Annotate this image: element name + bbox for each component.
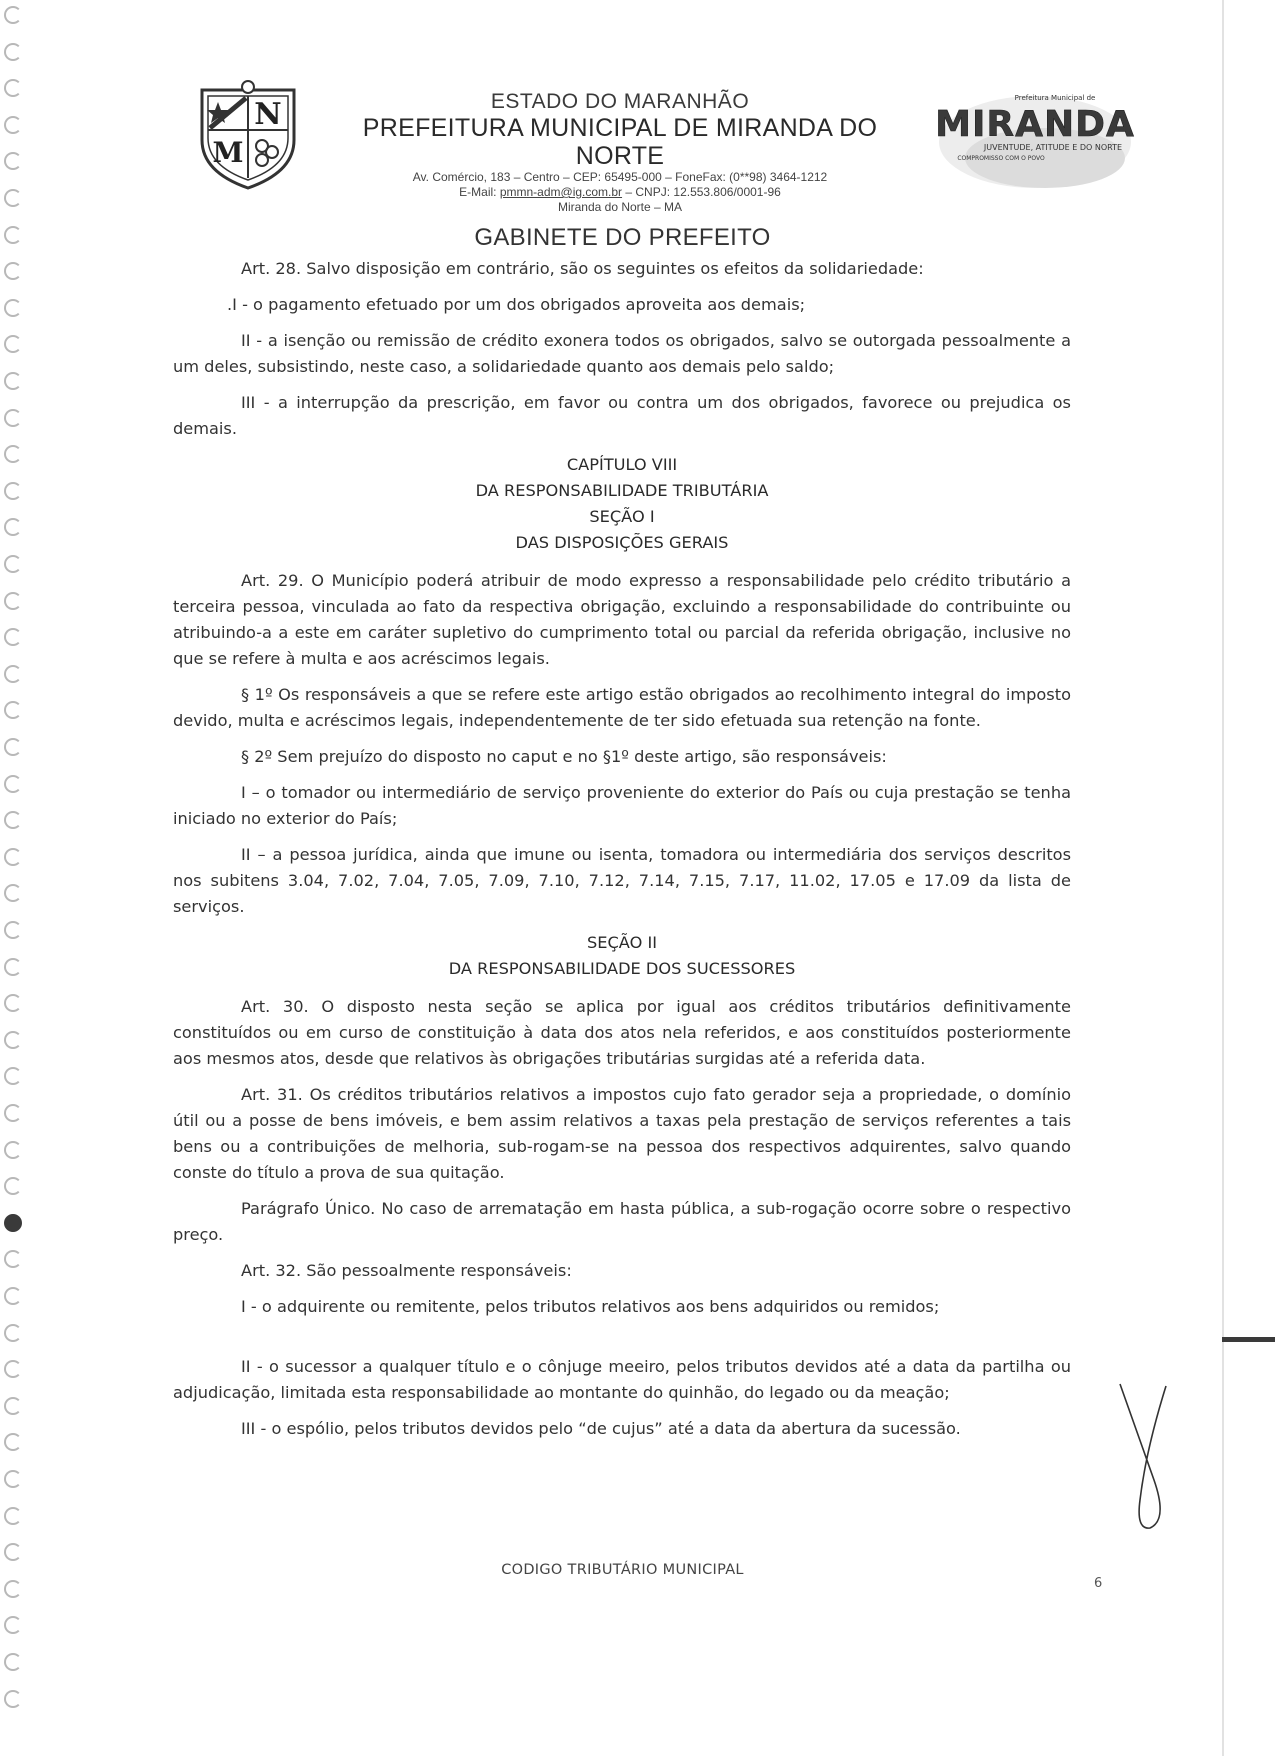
spiral-ring	[4, 884, 22, 902]
spiral-ring	[4, 1177, 22, 1195]
spiral-ring	[4, 994, 22, 1012]
spiral-ring	[4, 1067, 22, 1085]
svg-text:N: N	[254, 97, 282, 132]
municipal-crest-icon	[196, 80, 300, 192]
spiral-ring	[4, 262, 22, 280]
spiral-ring	[4, 921, 22, 939]
contact-line	[320, 185, 920, 200]
letterhead	[320, 90, 920, 215]
spiral-ring	[4, 848, 22, 866]
spiral-binding	[0, 0, 28, 1756]
city-line: Miranda do Norte – MA	[557, 200, 683, 214]
art28: Art. 28. Salvo disposição em contrário, são os seguintes os efeitos da solidariedade:	[241, 259, 924, 278]
spiral-ring	[4, 1507, 22, 1525]
spiral-ring	[4, 775, 22, 793]
art28-item-i: .I - o pagamento efetuado por um dos obrigados aproveita aos demais;	[227, 295, 806, 314]
art32-item-i: I - o adquirente ou remitente, pelos tributos relativos aos bens adquiridos ou remidos;	[241, 1297, 940, 1316]
spiral-ring	[4, 1360, 22, 1378]
spiral-ring	[4, 665, 22, 683]
spiral-ring	[4, 409, 22, 427]
art29-paragraph-1: § 1º Os responsáveis a que se refere este artigo estão obrigados ao recolhimento integral do imposto devido, multa e acréscimos legais, independentemente de ter sido efetuada sua retenção na fonte.	[173, 685, 1071, 730]
spiral-ring	[4, 1580, 22, 1598]
art31-sole-paragraph: Parágrafo Único. No caso de arrematação em hasta pública, a sub-rogação ocorre sobre o respectivo preço.	[173, 1199, 1071, 1244]
art29-p2-item-i: I – o tomador ou intermediário de serviço proveniente do exterior do País ou cuja prestação se tenha iniciado no exterior do País;	[173, 783, 1071, 828]
spiral-ring	[4, 6, 22, 24]
office-title: GABINETE DO PREFEITO	[474, 224, 771, 251]
spiral-ring	[4, 738, 22, 756]
section-2-number: SEÇÃO II	[586, 933, 658, 952]
art30: Art. 30. O disposto nesta seção se aplica por igual aos créditos tributários definitivamente constituídos ou em curso de constituição à data dos atos nela referidos, e aos constituídos posteriormente aos mesmos atos, desde que relativos às obrigações tributárias surgidas até a referida data.	[173, 997, 1071, 1068]
svg-text:Prefeitura Municipal de: Prefeitura Municipal de	[1014, 94, 1096, 102]
cnpj-text: – CNPJ: 12.553.806/0001-96	[622, 185, 781, 199]
spiral-ring	[4, 1653, 22, 1671]
spiral-ring	[4, 1031, 22, 1049]
spiral-ring	[4, 701, 22, 719]
art32: Art. 32. São pessoalmente responsáveis:	[241, 1261, 572, 1280]
spiral-ring	[4, 1287, 22, 1305]
art32-item-ii: II - o sucessor a qualquer título e o cônjuge meeiro, pelos tributos devidos até a data da partilha ou adjudicação, limitada esta responsabilidade ao montante do quinhão, do legado ou da meação;	[173, 1357, 1071, 1402]
spiral-ring	[4, 152, 22, 170]
spiral-ring	[4, 1397, 22, 1415]
art32-item-iii: III - o espólio, pelos tributos devidos pelo “de cujus” até a data da abertura da sucessão.	[241, 1419, 961, 1438]
spiral-ring	[4, 1141, 22, 1159]
spiral-ring	[4, 1543, 22, 1561]
spiral-ring	[4, 79, 22, 97]
art29-p2-item-ii: II – a pessoa jurídica, ainda que imune ou isenta, tomadora ou intermediária dos serviços descritos nos subitens 3.04, 7.02, 7.04, 7.05, 7.09, 7.10, 7.12, 7.14, 7.15, 7.17, 11.02, 17.05 e 17.09 da lista de serviços.	[173, 845, 1071, 916]
spiral-ring	[4, 1433, 22, 1451]
art31: Art. 31. Os créditos tributários relativos a impostos cujo fato gerador seja a propriedade, o domínio útil ou a posse de bens imóveis, e bem assim relativos a taxas pela prestação de serviços referentes a tais bens ou a contribuições de melhoria, sub-rogam-se na pessoa dos respectivos adquirentes, salvo quando conste do título a prova de sua quitação.	[173, 1085, 1071, 1182]
spiral-ring	[4, 482, 22, 500]
handwritten-signature-icon	[1110, 1380, 1176, 1530]
spiral-ring	[4, 43, 22, 61]
binder-clip	[1222, 1337, 1275, 1342]
chapter-title: DA RESPONSABILIDADE TRIBUTÁRIA	[475, 481, 769, 500]
art29-paragraph-2: § 2º Sem prejuízo do disposto no caput e no §1º deste artigo, são responsáveis:	[241, 747, 887, 766]
spiral-ring	[4, 445, 22, 463]
document-footer: CODIGO TRIBUTÁRIO MUNICIPAL	[501, 1562, 744, 1578]
section-1-number: SEÇÃO I	[589, 507, 655, 526]
spiral-ring	[4, 1104, 22, 1122]
email-label: E-Mail:	[459, 185, 500, 199]
chapter-8-heading	[173, 452, 1071, 556]
svg-text:JUVENTUDE, ATITUDE E DO NORTE: JUVENTUDE, ATITUDE E DO NORTE	[983, 143, 1123, 152]
spiral-ring	[4, 1324, 22, 1342]
miranda-logo-icon	[935, 84, 1135, 194]
spiral-ring	[4, 299, 22, 317]
spiral-ring	[4, 116, 22, 134]
email-link[interactable]: pmmn-adm@ig.com.br	[499, 185, 623, 199]
svg-text:M: M	[212, 136, 244, 169]
spiral-ring	[4, 1250, 22, 1268]
svg-text:COMPROMISSO COM O POVO: COMPROMISSO COM O POVO	[957, 155, 1045, 162]
spiral-ring	[4, 1470, 22, 1488]
spiral-ring	[4, 1616, 22, 1634]
page-edge	[1222, 0, 1224, 1756]
spiral-ring	[4, 335, 22, 353]
prefeitura-name: PREFEITURA MUNICIPAL DE MIRANDA DO NORTE	[362, 114, 878, 170]
svg-text:MIRANDA: MIRANDA	[935, 104, 1135, 145]
section-2-heading	[173, 930, 1071, 982]
art28-item-ii: II - a isenção ou remissão de crédito exonera todos os obrigados, salvo se outorgada pessoalmente a um deles, subsistindo, neste caso, a solidariedade quanto aos demais pelo saldo;	[173, 331, 1071, 376]
art28-item-iii: III - a interrupção da prescrição, em favor ou contra um dos obrigados, favorece ou prejudica os demais.	[173, 393, 1071, 438]
state-name: ESTADO DO MARANHÃO	[490, 90, 750, 113]
section-2-title: DA RESPONSABILIDADE DOS SUCESSORES	[448, 959, 796, 978]
spiral-ring	[4, 1690, 22, 1708]
spiral-ring	[4, 628, 22, 646]
spiral-ring	[4, 372, 22, 390]
spiral-ring	[4, 958, 22, 976]
document-body	[173, 256, 1071, 1452]
address-line: Av. Comércio, 183 – Centro – CEP: 65495-000 – FoneFax: (0**98) 3464-1212	[412, 170, 828, 184]
section-1-title: DAS DISPOSIÇÕES GERAIS	[515, 533, 729, 552]
page-number: 6	[1094, 1576, 1103, 1591]
spiral-ring	[4, 811, 22, 829]
art29: Art. 29. O Município poderá atribuir de modo expresso a responsabilidade pelo crédito tributário a terceira pessoa, vinculada ao fato da respectiva obrigação, excluindo a responsabilidade do contribuinte ou atribuindo-a a este em caráter supletivo do cumprimento total ou parcial da referida obrigação, inclusive no que se refere à multa e aos acréscimos legais.	[173, 571, 1071, 668]
spiral-ring	[4, 189, 22, 207]
spiral-ring	[4, 518, 22, 536]
spiral-ring	[4, 555, 22, 573]
spiral-ring	[4, 592, 22, 610]
spiral-ring	[4, 1214, 22, 1232]
chapter-number: CAPÍTULO VIII	[566, 455, 678, 474]
